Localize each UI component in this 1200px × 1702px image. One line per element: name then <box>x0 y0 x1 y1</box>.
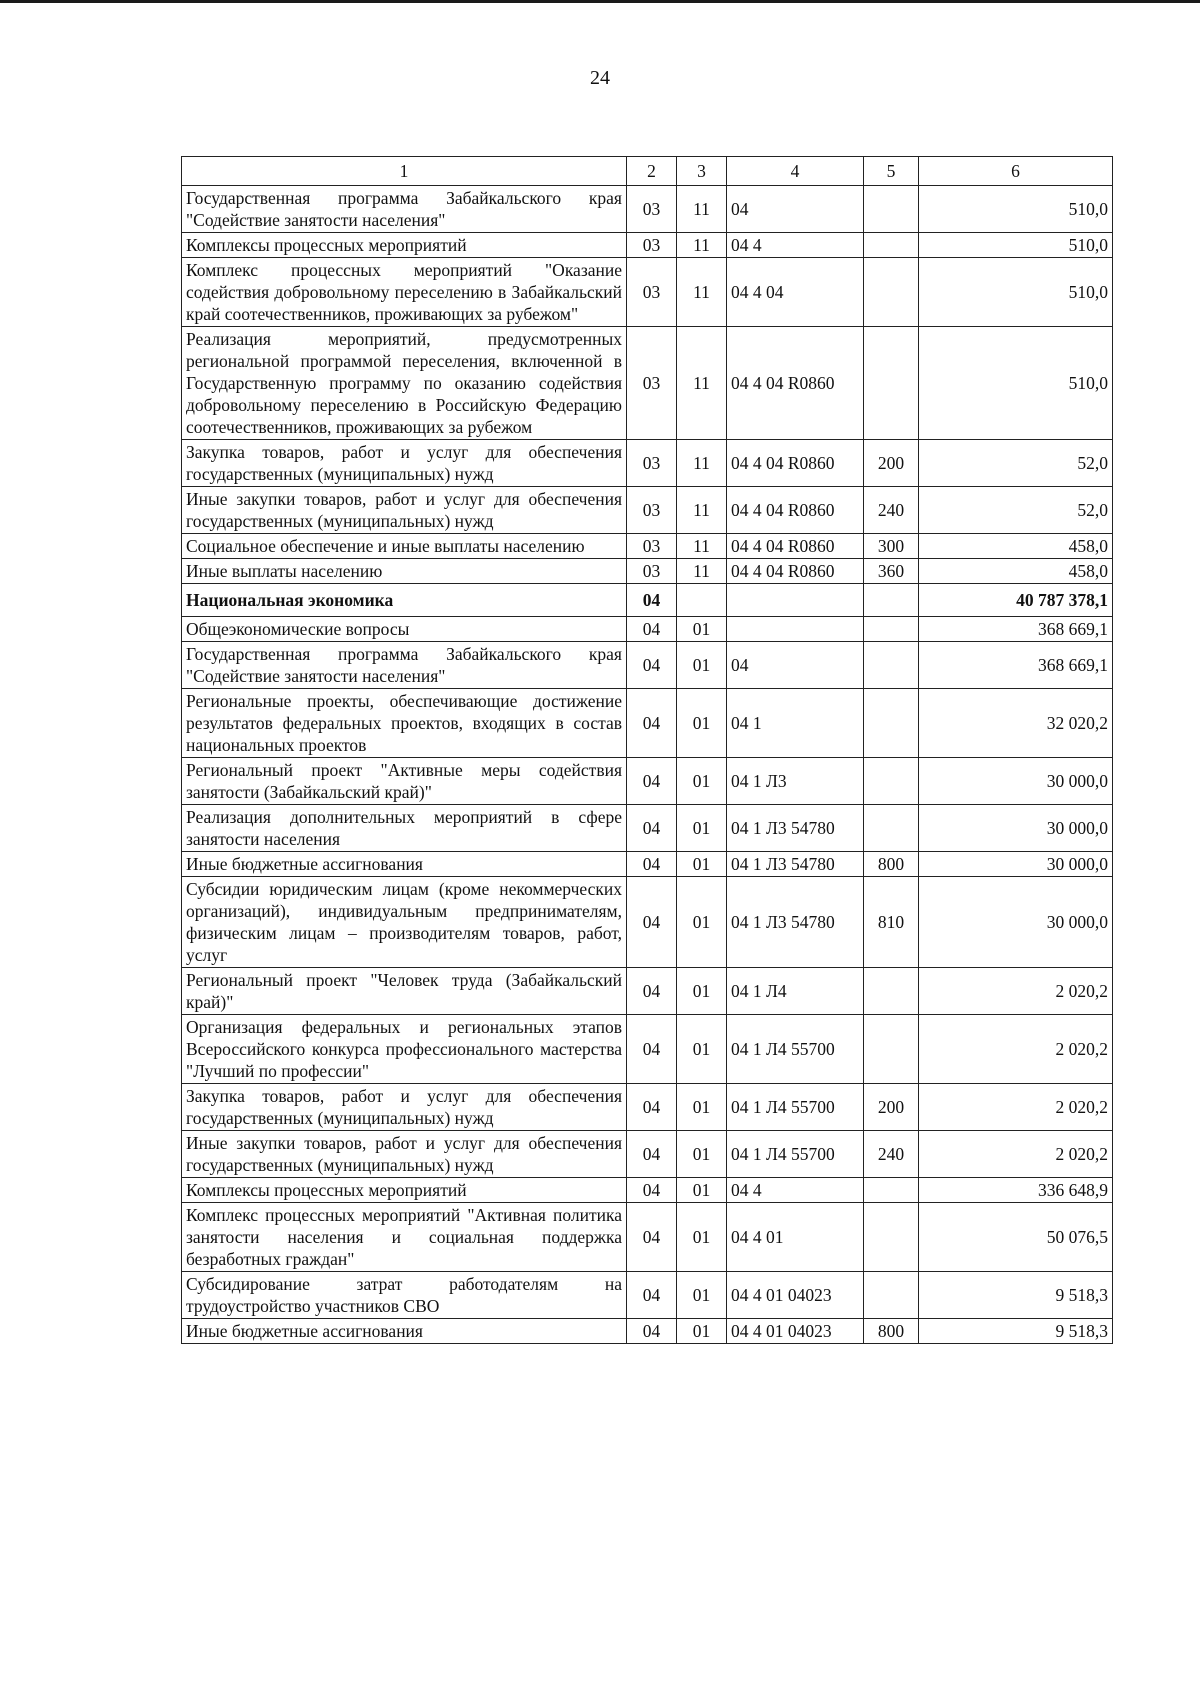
row-amount-cell: 336 648,9 <box>919 1178 1113 1203</box>
table-row <box>182 758 1113 805</box>
row-target-article-cell: 04 4 04 R0860 <box>727 487 864 534</box>
row-expense-type-cell: 200 <box>864 440 919 487</box>
table-row <box>182 584 1113 617</box>
column-header-4: 4 <box>727 157 864 186</box>
row-expense-type-cell <box>864 968 919 1015</box>
row-name-cell: Региональный проект "Человек труда (Забайкальский край)" <box>182 968 627 1015</box>
row-section-cell: 04 <box>627 1203 677 1272</box>
table-row <box>182 327 1113 440</box>
row-target-article-cell <box>727 584 864 617</box>
row-amount-cell: 458,0 <box>919 534 1113 559</box>
row-target-article-cell: 04 1 Л4 <box>727 968 864 1015</box>
row-amount-cell: 368 669,1 <box>919 642 1113 689</box>
row-amount-cell: 510,0 <box>919 233 1113 258</box>
row-target-article-cell: 04 4 04 R0860 <box>727 440 864 487</box>
row-subsection-cell: 11 <box>677 487 727 534</box>
table-row <box>182 440 1113 487</box>
row-name-cell: Субсидии юридическим лицам (кроме некоммерческих организаций), индивидуальным предпринимателям, физическим лицам – производителям товаров, работ, услуг <box>182 877 627 968</box>
column-header-3: 3 <box>677 157 727 186</box>
row-amount-cell: 40 787 378,1 <box>919 584 1113 617</box>
row-amount-cell: 52,0 <box>919 487 1113 534</box>
table-row <box>182 1178 1113 1203</box>
row-amount-cell: 9 518,3 <box>919 1319 1113 1344</box>
row-expense-type-cell: 200 <box>864 1084 919 1131</box>
row-expense-type-cell <box>864 1178 919 1203</box>
row-expense-type-cell <box>864 584 919 617</box>
column-header-6: 6 <box>919 157 1113 186</box>
row-name-cell: Комплекс процессных мероприятий "Активная политика занятости населения и социальная поддержка безработных граждан" <box>182 1203 627 1272</box>
row-name-cell: Закупка товаров, работ и услуг для обеспечения государственных (муниципальных) нужд <box>182 440 627 487</box>
row-subsection-cell: 01 <box>677 877 727 968</box>
page-number: 24 <box>590 67 610 89</box>
row-section-cell: 04 <box>627 689 677 758</box>
row-name-cell: Субсидирование затрат работодателям на трудоустройство участников СВО <box>182 1272 627 1319</box>
row-expense-type-cell <box>864 1015 919 1084</box>
row-name-cell: Иные бюджетные ассигнования <box>182 1319 627 1344</box>
row-section-cell: 04 <box>627 1084 677 1131</box>
row-amount-cell: 30 000,0 <box>919 852 1113 877</box>
table-row <box>182 1203 1113 1272</box>
row-subsection-cell: 01 <box>677 642 727 689</box>
row-name-cell: Реализация дополнительных мероприятий в сфере занятости населения <box>182 805 627 852</box>
row-name-cell: Иные закупки товаров, работ и услуг для обеспечения государственных (муниципальных) нужд <box>182 487 627 534</box>
table-row <box>182 186 1113 233</box>
table-row <box>182 642 1113 689</box>
row-target-article-cell: 04 4 04 R0860 <box>727 534 864 559</box>
row-name-cell: Реализация мероприятий, предусмотренных региональной программой переселения, включенной в Государственную программу по оказанию содействия добровольному переселению в Российскую Федерацию соотечественников, проживающих за рубежом <box>182 327 627 440</box>
row-expense-type-cell: 800 <box>864 852 919 877</box>
table-row <box>182 1084 1113 1131</box>
row-expense-type-cell <box>864 617 919 642</box>
row-expense-type-cell <box>864 327 919 440</box>
row-expense-type-cell: 240 <box>864 1131 919 1178</box>
row-expense-type-cell <box>864 758 919 805</box>
row-section-cell: 04 <box>627 1131 677 1178</box>
row-amount-cell: 368 669,1 <box>919 617 1113 642</box>
row-target-article-cell: 04 1 <box>727 689 864 758</box>
row-name-cell: Региональные проекты, обеспечивающие достижение результатов федеральных проектов, входящих в состав национальных проектов <box>182 689 627 758</box>
row-name-cell: Иные закупки товаров, работ и услуг для обеспечения государственных (муниципальных) нужд <box>182 1131 627 1178</box>
row-subsection-cell: 11 <box>677 258 727 327</box>
row-name-cell: Иные выплаты населению <box>182 559 627 584</box>
row-target-article-cell: 04 1 Л3 54780 <box>727 852 864 877</box>
row-name-cell: Государственная программа Забайкальского края "Содействие занятости населения" <box>182 642 627 689</box>
row-amount-cell: 30 000,0 <box>919 805 1113 852</box>
row-target-article-cell: 04 4 04 R0860 <box>727 559 864 584</box>
row-section-cell: 04 <box>627 805 677 852</box>
row-section-cell: 04 <box>627 877 677 968</box>
row-subsection-cell: 11 <box>677 327 727 440</box>
row-name-cell: Общеэкономические вопросы <box>182 617 627 642</box>
row-section-cell: 04 <box>627 1319 677 1344</box>
row-amount-cell: 458,0 <box>919 559 1113 584</box>
row-amount-cell: 2 020,2 <box>919 968 1113 1015</box>
row-section-cell: 03 <box>627 559 677 584</box>
row-section-cell: 03 <box>627 534 677 559</box>
table-row <box>182 233 1113 258</box>
row-subsection-cell: 01 <box>677 968 727 1015</box>
row-name-cell: Организация федеральных и региональных этапов Всероссийского конкурса профессионального мастерства "Лучший по профессии" <box>182 1015 627 1084</box>
row-subsection-cell: 01 <box>677 852 727 877</box>
column-header-1: 1 <box>182 157 627 186</box>
row-expense-type-cell <box>864 689 919 758</box>
row-target-article-cell: 04 1 Л3 <box>727 758 864 805</box>
row-subsection-cell: 01 <box>677 1084 727 1131</box>
row-target-article-cell: 04 4 01 04023 <box>727 1272 864 1319</box>
row-amount-cell: 2 020,2 <box>919 1015 1113 1084</box>
row-name-cell: Комплекс процессных мероприятий "Оказание содействия добровольному переселению в Забайкальский край соотечественников, проживающих за рубежом" <box>182 258 627 327</box>
row-target-article-cell: 04 1 Л3 54780 <box>727 805 864 852</box>
row-expense-type-cell <box>864 642 919 689</box>
table-header-row <box>182 157 1113 186</box>
row-subsection-cell: 11 <box>677 186 727 233</box>
row-target-article-cell: 04 4 <box>727 233 864 258</box>
row-name-cell: Региональный проект "Активные меры содействия занятости (Забайкальский край)" <box>182 758 627 805</box>
row-name-cell: Национальная экономика <box>182 584 627 617</box>
row-section-cell: 04 <box>627 584 677 617</box>
row-subsection-cell: 11 <box>677 233 727 258</box>
column-header-5: 5 <box>864 157 919 186</box>
table-row <box>182 689 1113 758</box>
row-section-cell: 03 <box>627 258 677 327</box>
row-amount-cell: 510,0 <box>919 258 1113 327</box>
row-name-cell: Комплексы процессных мероприятий <box>182 233 627 258</box>
row-amount-cell: 30 000,0 <box>919 758 1113 805</box>
row-target-article-cell: 04 4 01 04023 <box>727 1319 864 1344</box>
table-row <box>182 877 1113 968</box>
row-target-article-cell: 04 1 Л3 54780 <box>727 877 864 968</box>
row-amount-cell: 52,0 <box>919 440 1113 487</box>
row-subsection-cell: 01 <box>677 1131 727 1178</box>
row-subsection-cell: 01 <box>677 1015 727 1084</box>
row-amount-cell: 2 020,2 <box>919 1084 1113 1131</box>
row-subsection-cell <box>677 584 727 617</box>
row-expense-type-cell: 360 <box>864 559 919 584</box>
row-section-cell: 04 <box>627 1178 677 1203</box>
row-expense-type-cell: 300 <box>864 534 919 559</box>
row-name-cell: Государственная программа Забайкальского края "Содействие занятости населения" <box>182 186 627 233</box>
row-subsection-cell: 01 <box>677 689 727 758</box>
table-row <box>182 534 1113 559</box>
row-expense-type-cell <box>864 233 919 258</box>
row-subsection-cell: 01 <box>677 758 727 805</box>
row-target-article-cell: 04 4 04 <box>727 258 864 327</box>
row-expense-type-cell <box>864 1272 919 1319</box>
column-header-2: 2 <box>627 157 677 186</box>
row-section-cell: 04 <box>627 968 677 1015</box>
row-amount-cell: 32 020,2 <box>919 689 1113 758</box>
table-row <box>182 559 1113 584</box>
table-row <box>182 852 1113 877</box>
row-amount-cell: 510,0 <box>919 327 1113 440</box>
row-subsection-cell: 01 <box>677 1203 727 1272</box>
row-subsection-cell: 01 <box>677 1272 727 1319</box>
row-target-article-cell: 04 4 01 <box>727 1203 864 1272</box>
row-section-cell: 04 <box>627 758 677 805</box>
row-section-cell: 04 <box>627 852 677 877</box>
row-amount-cell: 50 076,5 <box>919 1203 1113 1272</box>
row-section-cell: 04 <box>627 617 677 642</box>
row-expense-type-cell: 800 <box>864 1319 919 1344</box>
table-row <box>182 258 1113 327</box>
row-section-cell: 04 <box>627 1015 677 1084</box>
table-row <box>182 968 1113 1015</box>
row-section-cell: 04 <box>627 1272 677 1319</box>
row-expense-type-cell <box>864 1203 919 1272</box>
table-row <box>182 1131 1113 1178</box>
table-row <box>182 805 1113 852</box>
row-target-article-cell: 04 4 04 R0860 <box>727 327 864 440</box>
budget-table <box>181 156 1113 1344</box>
row-target-article-cell <box>727 617 864 642</box>
row-name-cell: Иные бюджетные ассигнования <box>182 852 627 877</box>
row-section-cell: 03 <box>627 186 677 233</box>
row-section-cell: 03 <box>627 440 677 487</box>
row-target-article-cell: 04 1 Л4 55700 <box>727 1015 864 1084</box>
row-amount-cell: 510,0 <box>919 186 1113 233</box>
row-amount-cell: 9 518,3 <box>919 1272 1113 1319</box>
row-target-article-cell: 04 1 Л4 55700 <box>727 1084 864 1131</box>
table-row <box>182 487 1113 534</box>
row-expense-type-cell: 240 <box>864 487 919 534</box>
row-name-cell: Социальное обеспечение и иные выплаты населению <box>182 534 627 559</box>
top-border-line <box>0 0 1200 3</box>
row-subsection-cell: 11 <box>677 534 727 559</box>
row-subsection-cell: 11 <box>677 559 727 584</box>
row-target-article-cell: 04 <box>727 642 864 689</box>
table-row <box>182 1319 1113 1344</box>
row-expense-type-cell: 810 <box>864 877 919 968</box>
row-target-article-cell: 04 4 <box>727 1178 864 1203</box>
row-section-cell: 03 <box>627 487 677 534</box>
row-amount-cell: 2 020,2 <box>919 1131 1113 1178</box>
row-amount-cell: 30 000,0 <box>919 877 1113 968</box>
row-subsection-cell: 01 <box>677 617 727 642</box>
row-expense-type-cell <box>864 186 919 233</box>
table-row <box>182 1015 1113 1084</box>
table-row <box>182 617 1113 642</box>
row-subsection-cell: 01 <box>677 1319 727 1344</box>
row-expense-type-cell <box>864 805 919 852</box>
row-section-cell: 03 <box>627 233 677 258</box>
table-row <box>182 1272 1113 1319</box>
row-expense-type-cell <box>864 258 919 327</box>
row-subsection-cell: 01 <box>677 1178 727 1203</box>
row-subsection-cell: 11 <box>677 440 727 487</box>
row-name-cell: Закупка товаров, работ и услуг для обеспечения государственных (муниципальных) нужд <box>182 1084 627 1131</box>
row-target-article-cell: 04 1 Л4 55700 <box>727 1131 864 1178</box>
row-subsection-cell: 01 <box>677 805 727 852</box>
row-target-article-cell: 04 <box>727 186 864 233</box>
row-section-cell: 03 <box>627 327 677 440</box>
row-section-cell: 04 <box>627 642 677 689</box>
table-body <box>182 186 1113 1344</box>
row-name-cell: Комплексы процессных мероприятий <box>182 1178 627 1203</box>
